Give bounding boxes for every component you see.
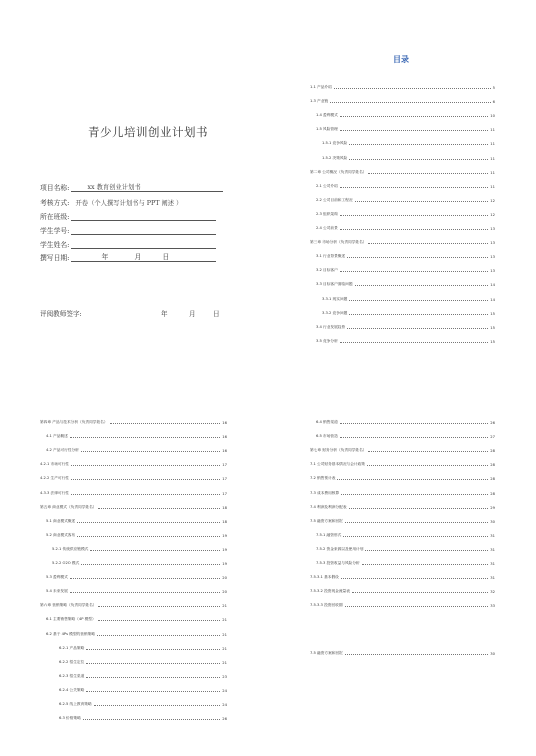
- toc-entry-title: 第七章 财务分析（负责同学姓名）: [310, 448, 367, 453]
- toc-entry[interactable]: [310, 330, 495, 344]
- toc-entry-title: 7.2 销售预计表: [310, 476, 336, 481]
- toc-entry[interactable]: [40, 651, 227, 665]
- student-name-label: 学生姓名:: [40, 241, 70, 249]
- toc-leader-dots: [86, 691, 220, 692]
- toc-entry-title: 7.5.3.2 投资现金流量表: [310, 589, 350, 594]
- toc-entry[interactable]: [40, 707, 227, 721]
- toc-entry-title: 5.3 盈利模式: [46, 575, 68, 580]
- toc-leader-dots: [362, 564, 489, 565]
- toc-leader-dots: [86, 649, 220, 650]
- toc-entry-title: 第三章 市场分析（负责同学姓名）: [310, 240, 367, 245]
- toc-entry-page: 28: [490, 449, 495, 454]
- date-month: 月: [134, 253, 142, 261]
- toc-leader-dots: [94, 705, 221, 706]
- toc-entry-page: 28: [490, 477, 495, 482]
- toc-entry-title: 6.5 市场营造: [316, 434, 338, 439]
- toc-block-1: [310, 76, 495, 344]
- toc-entry[interactable]: [40, 637, 227, 651]
- toc-entry-title: 7.5.1 融资形式: [316, 532, 342, 537]
- toc-leader-dots: [368, 451, 488, 452]
- toc-entry-page: 26: [222, 717, 227, 722]
- toc-leader-dots: [345, 606, 489, 607]
- toc-entry-page: 11: [490, 156, 495, 161]
- toc-entry-title: 6.2.4 公关策略: [59, 687, 85, 692]
- toc-entry-title: 1.5.2 决策风险: [322, 155, 348, 160]
- toc-entry-page: 21: [222, 660, 227, 665]
- toc-leader-dots: [341, 494, 488, 495]
- toc-entry-page: 19: [222, 533, 227, 538]
- toc-leader-dots: [77, 536, 220, 537]
- toc-entry[interactable]: [310, 538, 495, 552]
- toc-entry-title: 6.3 价格策略: [59, 716, 81, 721]
- toc-entry-title: 3.4 行业发展趋势: [316, 324, 346, 329]
- toc-entry[interactable]: [40, 524, 227, 538]
- toc-block-4: [310, 642, 495, 656]
- class-line: [71, 212, 216, 221]
- toc-leader-dots: [70, 437, 221, 438]
- toc-leader-dots: [71, 479, 220, 480]
- toc-entry[interactable]: [310, 146, 495, 160]
- toc-entry[interactable]: [310, 76, 495, 90]
- toc-entry-title: 5.2 商业模式客布: [46, 532, 76, 537]
- toc-entry-page: 26: [490, 421, 495, 426]
- toc-entry-title: 3.2 目标客户: [316, 268, 338, 273]
- toc-leader-dots: [340, 271, 489, 272]
- toc-entry[interactable]: [310, 496, 495, 510]
- toc-leader-dots: [97, 635, 220, 636]
- toc-leader-dots: [343, 536, 488, 537]
- toc-entry-title: 4.3.3 法律可行性: [40, 490, 69, 495]
- toc-entry-page: 31: [490, 576, 495, 581]
- toc-entry-title: 第四章 产品与技术分析（负责同学姓名）: [40, 420, 108, 425]
- toc-entry-title: 3.1 行业背景概述: [316, 254, 346, 259]
- toc-entry-title: 第二章 公司概况（负责同学姓名）: [310, 169, 367, 174]
- toc-leader-dots: [340, 116, 489, 117]
- toc-leader-dots: [340, 437, 489, 438]
- toc-entry-title: 3.3 目标客户面临问题: [316, 282, 353, 287]
- toc-entry-page: 11: [490, 170, 495, 175]
- toc-entry-title: 4.2.2 生产可行性: [40, 476, 69, 481]
- toc-entry[interactable]: [40, 411, 227, 425]
- toc-entry[interactable]: [40, 594, 227, 608]
- toc-entry[interactable]: [310, 245, 495, 259]
- toc-block-2: [40, 411, 227, 721]
- toc-entry[interactable]: [310, 175, 495, 189]
- toc-entry-title: 6.2.2 招生定位: [59, 659, 85, 664]
- toc-entry[interactable]: [310, 552, 495, 566]
- toc-leader-dots: [71, 494, 220, 495]
- toc-entry-title: 2.1 公司介绍: [316, 183, 338, 188]
- toc-entry-page: 31: [490, 562, 495, 567]
- toc-entry[interactable]: [310, 132, 495, 146]
- toc-entry-title: 1.5.1 竞争风险: [322, 141, 348, 146]
- toc-entry-page: 16: [222, 449, 227, 454]
- toc-leader-dots: [340, 423, 489, 424]
- toc-entry[interactable]: [310, 566, 495, 580]
- toc-entry-page: 21: [222, 618, 227, 623]
- toc-entry-title: 3.5 竞争分析: [316, 338, 338, 343]
- toc-entry[interactable]: [310, 302, 495, 316]
- student-id-line: [71, 226, 216, 235]
- toc-entry-title: 6.1 主要销售策略（4P 模型）: [46, 617, 96, 622]
- toc-entry[interactable]: [310, 524, 495, 538]
- toc-title: 目录: [393, 55, 409, 64]
- toc-entry-page: 16: [222, 421, 227, 426]
- toc-entry-title: 2.4 公司前景: [316, 226, 338, 231]
- toc-leader-dots: [337, 479, 488, 480]
- toc-entry-page: 15: [490, 311, 495, 316]
- toc-entry[interactable]: [310, 481, 495, 495]
- toc-entry-page: 29: [490, 505, 495, 510]
- sign-day: 日: [213, 310, 220, 318]
- toc-entry-page: 20: [222, 590, 227, 595]
- toc-entry-title: 6.2.5 线上教育策略: [59, 701, 92, 706]
- cover-title: 青少儿培训创业计划书: [88, 125, 208, 139]
- toc-entry[interactable]: [310, 203, 495, 217]
- toc-entry-page: 21: [222, 604, 227, 609]
- date-day: 日: [162, 253, 170, 261]
- toc-entry-title: 4.2.1 市场可行性: [40, 462, 69, 467]
- toc-leader-dots: [349, 159, 488, 160]
- toc-leader-dots: [352, 592, 488, 593]
- toc-entry-title: 7.5.3.3 投资回收期: [310, 603, 343, 608]
- toc-entry-page: 20: [222, 576, 227, 581]
- assess-method-label: 考核方式:: [40, 199, 70, 207]
- toc-entry-page: 12: [490, 198, 495, 203]
- toc-entry-page: 28: [490, 463, 495, 468]
- toc-entry-title: 6.2 基于 4Ps 模型的营销策略: [46, 631, 95, 636]
- toc-entry-page: 24: [222, 702, 227, 707]
- toc-entry[interactable]: [310, 273, 495, 287]
- toc-entry-title: 7.4 利润及利润分配表: [310, 504, 347, 509]
- toc-entry-title: 5.2.2 O2O 模式: [52, 561, 80, 566]
- toc-entry-title: 3.3.2 竞争问题: [322, 310, 348, 315]
- toc-entry-title: 2.3 组织架构: [316, 211, 338, 216]
- toc-entry-page: 15: [490, 325, 495, 330]
- toc-entry-page: 28: [490, 491, 495, 496]
- toc-entry-page: 17: [222, 477, 227, 482]
- toc-entry[interactable]: [310, 90, 495, 104]
- toc-entry-page: 24: [222, 688, 227, 693]
- toc-leader-dots: [368, 173, 488, 174]
- toc-entry-page: 27: [490, 435, 495, 440]
- toc-entry[interactable]: [40, 608, 227, 622]
- toc-entry-page: 11: [490, 142, 495, 147]
- toc-entry-page: 18: [222, 505, 227, 510]
- toc-entry[interactable]: [40, 496, 227, 510]
- toc-entry-title: 1.1 产品介绍: [310, 85, 332, 90]
- toc-entry[interactable]: [310, 467, 495, 481]
- toc-leader-dots: [340, 342, 489, 343]
- toc-entry-title: 5.2.1 传统供应链模式: [52, 546, 89, 551]
- toc-entry-page: 21: [222, 646, 227, 651]
- toc-entry[interactable]: [310, 425, 495, 439]
- toc-entry-title: 1.3 产业链: [310, 99, 329, 104]
- toc-leader-dots: [365, 550, 488, 551]
- toc-entry-title: 1.4 盈利模式: [316, 113, 338, 118]
- toc-entry-page: 11: [490, 184, 495, 189]
- toc-entry[interactable]: [310, 411, 495, 425]
- project-name-field: [40, 182, 223, 192]
- toc-entry[interactable]: [310, 161, 495, 175]
- toc-leader-dots: [349, 300, 488, 301]
- write-date-label: 撰写日期:: [40, 254, 70, 262]
- toc-entry-title: 7.1 公司财务基本情况与会计政策: [310, 462, 365, 467]
- toc-entry-page: 23: [222, 674, 227, 679]
- reviewer-sign-date: [161, 308, 220, 318]
- toc-entry-page: 31: [490, 533, 495, 538]
- toc-entry-page: 12: [490, 212, 495, 217]
- toc-entry[interactable]: [40, 425, 227, 439]
- toc-entry[interactable]: [40, 552, 227, 566]
- toc-entry-title: 7.5.3 投资收益与风险分析: [316, 561, 360, 566]
- toc-leader-dots: [330, 102, 491, 103]
- toc-entry-title: 6.2.3 招生渠道: [59, 673, 85, 678]
- toc-entry-title: 7.5.2 资金来源以及使用计划: [316, 546, 364, 551]
- toc-leader-dots: [77, 522, 220, 523]
- toc-entry-page: 21: [222, 632, 227, 637]
- toc-entry[interactable]: [40, 665, 227, 679]
- toc-entry[interactable]: [40, 566, 227, 580]
- toc-entry-title: 5.4 未来发展: [46, 589, 68, 594]
- toc-entry-title: 4.1 产品概述: [46, 434, 68, 439]
- toc-entry[interactable]: [40, 439, 227, 453]
- toc-entry[interactable]: [40, 510, 227, 524]
- toc-entry[interactable]: [40, 580, 227, 594]
- toc-entry-page: 14: [490, 283, 495, 288]
- toc-leader-dots: [349, 144, 488, 145]
- toc-entry-title: 2.2 公司目前和工程况: [316, 197, 353, 202]
- toc-entry[interactable]: [310, 642, 495, 656]
- class-field: [40, 211, 216, 221]
- write-date-field: [40, 252, 216, 262]
- toc-leader-dots: [347, 328, 488, 329]
- toc-leader-dots: [86, 677, 220, 678]
- toc-leader-dots: [349, 508, 489, 509]
- toc-leader-dots: [349, 314, 488, 315]
- toc-entry-title: 7.3 成本费用核算: [310, 490, 340, 495]
- toc-leader-dots: [340, 229, 489, 230]
- toc-leader-dots: [83, 719, 221, 720]
- assess-method-value: 开卷（个人撰写计划书与 PPT 阐述 ）: [75, 200, 183, 207]
- toc-entry[interactable]: [40, 693, 227, 707]
- toc-entry-page: 17: [222, 491, 227, 496]
- toc-leader-dots: [98, 606, 220, 607]
- toc-entry[interactable]: [310, 439, 495, 453]
- toc-entry-title: 4.2 产品可行性分析: [46, 448, 79, 453]
- toc-entry-title: 7.5.3.1 基本假设: [310, 575, 339, 580]
- toc-entry-page: 17: [222, 463, 227, 468]
- student-id-label: 学生学号:: [40, 227, 70, 235]
- toc-leader-dots: [81, 564, 220, 565]
- toc-leader-dots: [90, 550, 220, 551]
- toc-entry-page: 6: [492, 100, 495, 105]
- student-name-field: [40, 239, 216, 249]
- toc-block-3: [310, 411, 495, 608]
- toc-entry-page: 18: [222, 519, 227, 524]
- toc-leader-dots: [340, 130, 489, 131]
- toc-entry[interactable]: [310, 217, 495, 231]
- toc-entry-title: 第六章 营销策略（负责同学姓名）: [40, 603, 97, 608]
- toc-leader-dots: [345, 654, 488, 655]
- toc-entry[interactable]: [40, 481, 227, 495]
- toc-entry-title: 6.4 销售渠道: [316, 420, 338, 425]
- toc-leader-dots: [347, 257, 488, 258]
- toc-entry-title: 3.3.1 现实问题: [322, 296, 348, 301]
- toc-leader-dots: [355, 285, 489, 286]
- reviewer-sign-label: 评阅教师签字:: [40, 310, 82, 318]
- toc-entry-page: 33: [490, 604, 495, 609]
- toc-leader-dots: [340, 215, 489, 216]
- toc-entry[interactable]: [310, 316, 495, 330]
- toc-leader-dots: [368, 243, 488, 244]
- toc-entry[interactable]: [310, 189, 495, 203]
- sign-month: 月: [189, 310, 196, 318]
- toc-leader-dots: [355, 201, 489, 202]
- sign-year: 年: [161, 310, 168, 318]
- class-label: 所在班级:: [40, 213, 70, 221]
- toc-leader-dots: [341, 578, 488, 579]
- toc-leader-dots: [110, 423, 221, 424]
- toc-leader-dots: [98, 508, 220, 509]
- toc-entry[interactable]: [310, 104, 495, 118]
- toc-entry-page: 11: [490, 128, 495, 133]
- toc-entry-page: 13: [490, 255, 495, 260]
- toc-entry-title: 7.5 融资方案和回报: [310, 518, 343, 523]
- toc-leader-dots: [70, 578, 221, 579]
- toc-entry-page: 19: [222, 547, 227, 552]
- student-id-field: [40, 225, 216, 235]
- toc-leader-dots: [71, 465, 220, 466]
- toc-entry-title: 5.1 商业模式概述: [46, 518, 76, 523]
- toc-leader-dots: [367, 465, 488, 466]
- project-name-label: 项目名称:: [40, 184, 70, 192]
- toc-entry[interactable]: [310, 580, 495, 594]
- toc-entry-page: 32: [490, 590, 495, 595]
- toc-entry[interactable]: [40, 679, 227, 693]
- assess-method-field: [40, 197, 223, 207]
- toc-entry[interactable]: [40, 622, 227, 636]
- toc-entry[interactable]: [310, 231, 495, 245]
- toc-entry[interactable]: [40, 453, 227, 467]
- toc-entry-page: 30: [490, 519, 495, 524]
- toc-entry-title: 1.5 风险管理: [316, 127, 338, 132]
- student-name-line: [71, 240, 216, 249]
- toc-entry[interactable]: [310, 259, 495, 273]
- toc-entry-page: 13: [490, 269, 495, 274]
- toc-entry-page: 5: [492, 86, 495, 91]
- toc-entry-page: 19: [222, 562, 227, 567]
- toc-entry-page: 13: [490, 227, 495, 232]
- toc-entry[interactable]: [310, 453, 495, 467]
- toc-entry-page: 16: [222, 435, 227, 440]
- toc-entry-page: 30: [490, 652, 495, 657]
- project-name-value: xx 教育创业计划书: [87, 184, 141, 191]
- toc-entry[interactable]: [40, 538, 227, 552]
- toc-entry-page: 13: [490, 241, 495, 246]
- toc-leader-dots: [334, 88, 491, 89]
- toc-entry[interactable]: [310, 287, 495, 301]
- toc-leader-dots: [340, 187, 489, 188]
- toc-entry-title: 6.2.1 产品策略: [59, 645, 85, 650]
- toc-entry[interactable]: [310, 594, 495, 608]
- toc-entry-title: 7.5 融资方案和回报: [310, 651, 343, 656]
- toc-leader-dots: [81, 451, 220, 452]
- toc-leader-dots: [70, 592, 221, 593]
- toc-entry-page: 15: [490, 339, 495, 344]
- toc-entry-page: 10: [490, 114, 495, 119]
- date-year: 年: [101, 253, 109, 261]
- toc-entry-page: 31: [490, 547, 495, 552]
- toc-entry[interactable]: [40, 467, 227, 481]
- toc-entry[interactable]: [310, 118, 495, 132]
- toc-leader-dots: [345, 522, 488, 523]
- toc-entry-title: 第五章 商业模式（负责同学姓名）: [40, 504, 97, 509]
- toc-leader-dots: [98, 620, 221, 621]
- toc-entry[interactable]: [310, 510, 495, 524]
- toc-entry-page: 14: [490, 297, 495, 302]
- toc-leader-dots: [86, 663, 220, 664]
